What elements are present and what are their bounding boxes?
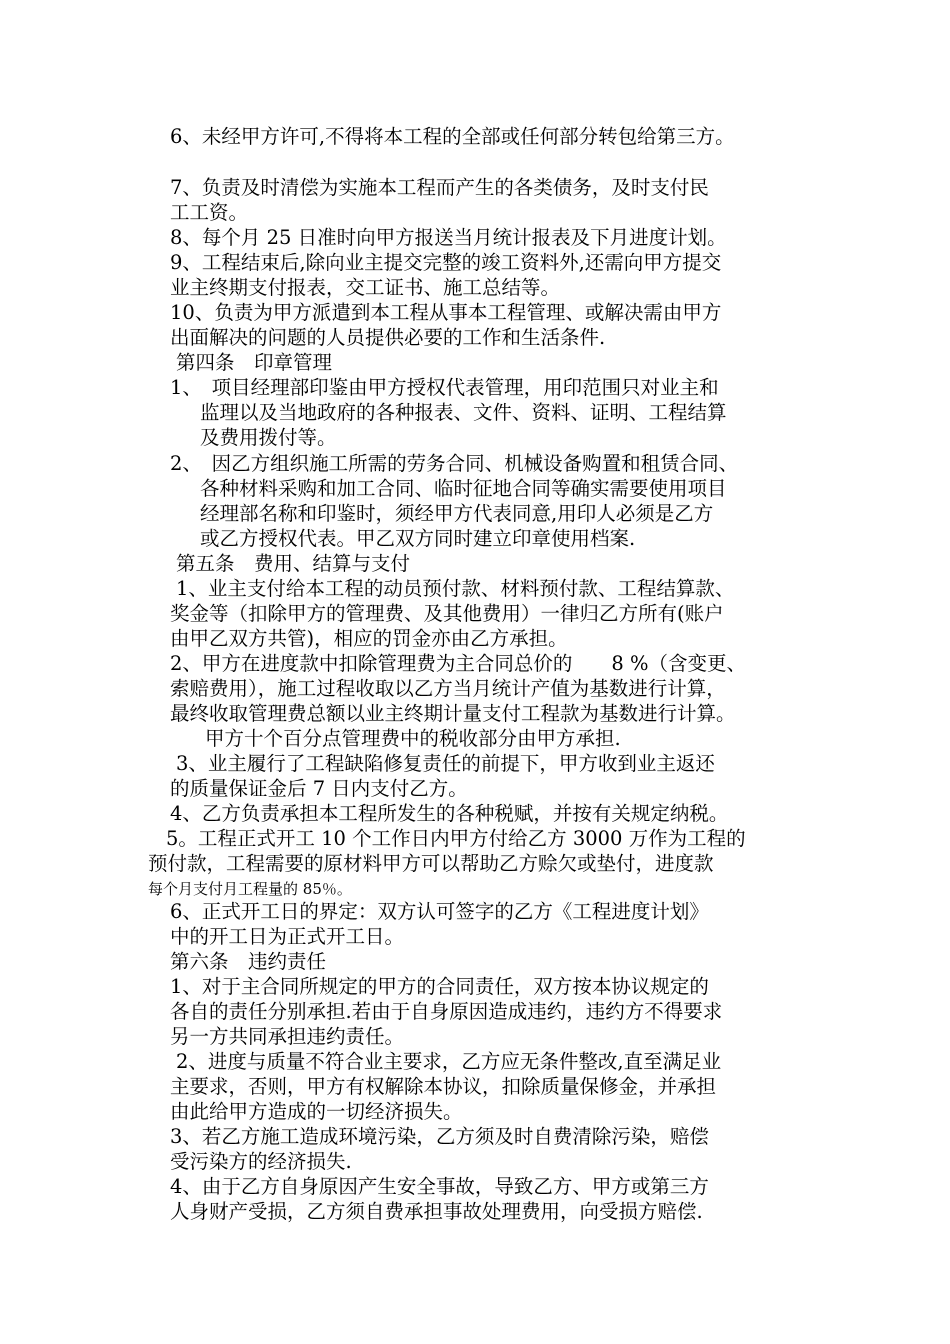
text-line: 主要求，否则，甲方有权解除本协议，扣除质量保修金，并承担 [170, 1075, 717, 1098]
text-line: 预付款，工程需要的原材料甲方可以帮助乙方赊欠或垫付，进度款 [148, 852, 714, 875]
text-line: 索赔费用），施工过程收取以乙方当月统计产值为基数进行计算， [170, 677, 726, 700]
text-line: 各自的责任分别承担.若由于自身原因造成违约，违约方不得要求 [170, 1000, 723, 1023]
text-line: 1、业主支付给本工程的动员预付款、材料预付款、工程结算款、 [176, 577, 735, 600]
text-line: 10、负责为甲方派遣到本工程从事本工程管理、或解决需由甲方 [170, 301, 722, 324]
text-line: 最终收取管理费总额以业主终期计量支付工程款为基数进行计算。 [170, 702, 736, 725]
text-line: 6、正式开工日的界定：双方认可签字的乙方《工程进度计划》 [170, 900, 709, 923]
text-line: 5。工程正式开工 10 个工作日内甲方付给乙方 3000 万作为工程的 [166, 827, 746, 850]
text-line: 2、 因乙方组织施工所需的劳务合同、机械设备购置和租赁合同、 [170, 452, 739, 475]
text-line: 经理部名称和印鉴时，须经甲方代表同意,用印人必须是乙方 [200, 502, 714, 525]
text-line: 4、乙方负责承担本工程所发生的各种税赋，并按有关规定纳税。 [170, 802, 729, 825]
text-line: 奖金等（扣除甲方的管理费、及其他费用）一律归乙方所有(账户 [170, 602, 724, 625]
text-line: 的质量保证金后 7 日内支付乙方。 [170, 777, 468, 800]
text-line: 1、 项目经理部印鉴由甲方授权代表管理，用印范围只对业主和 [170, 376, 719, 399]
section-heading: 第六条 违约责任 [170, 950, 327, 973]
text-line: 监理以及当地政府的各种报表、文件、资料、证明、工程结算 [200, 401, 727, 424]
text-line: 每个月支付月工程量的 85％。 [148, 880, 352, 898]
text-line: 8、每个月 25 日准时向甲方报送当月统计报表及下月进度计划。 [170, 226, 727, 249]
text-line: 或乙方授权代表。甲乙双方同时建立印章使用档案. [200, 527, 636, 550]
text-line: 2、进度与质量不符合业主要求，乙方应无条件整改,直至满足业 [176, 1050, 722, 1073]
text-line: 甲方十个百分点管理费中的税收部分由甲方承担. [205, 727, 621, 750]
text-line: 另一方共同承担违约责任。 [170, 1025, 405, 1048]
text-line: 7、负责及时清偿为实施本工程而产生的各类债务，及时支付民 [170, 176, 709, 199]
text-line: 出面解决的问题的人员提供必要的工作和生活条件. [170, 326, 606, 349]
section-heading: 第四条 印章管理 [176, 351, 333, 374]
text-line: 工工资。 [170, 201, 249, 224]
text-line: 6、未经甲方许可,不得将本工程的全部或任何部分转包给第三方。 [170, 125, 735, 148]
text-line: 4、由于乙方自身原因产生安全事故，导致乙方、甲方或第三方 [170, 1175, 709, 1198]
text-line: 9、工程结束后,除向业主提交完整的竣工资料外,还需向甲方提交 [170, 251, 722, 274]
text-line: 人身财产受损，乙方须自费承担事故处理费用，向受损方赔偿. [170, 1200, 703, 1223]
section-heading: 第五条 费用、结算与支付 [176, 552, 411, 575]
text-line: 3、业主履行了工程缺陷修复责任的前提下，甲方收到业主返还 [176, 752, 715, 775]
text-line: 及费用拨付等。 [200, 426, 337, 449]
text-line: 受污染方的经济损失. [170, 1150, 352, 1173]
text-line: 3、若乙方施工造成环境污染，乙方须及时自费清除污染，赔偿 [170, 1125, 709, 1148]
text-line: 中的开工日为正式开工日。 [170, 925, 405, 948]
text-line: 由甲乙双方共管)，相应的罚金亦由乙方承担。 [170, 627, 568, 650]
text-line: 1、对于主合同所规定的甲方的合同责任，双方按本协议规定的 [170, 975, 709, 998]
text-line: 业主终期支付报表，交工证书、施工总结等。 [170, 276, 561, 299]
text-line: 2、甲方在进度款中扣除管理费为主合同总价的 8 %（含变更、 [170, 652, 747, 675]
text-line: 各种材料采购和加工合同、临时征地合同等确实需要使用项目 [200, 477, 727, 500]
text-line: 由此给甲方造成的一切经济损失。 [170, 1100, 463, 1123]
